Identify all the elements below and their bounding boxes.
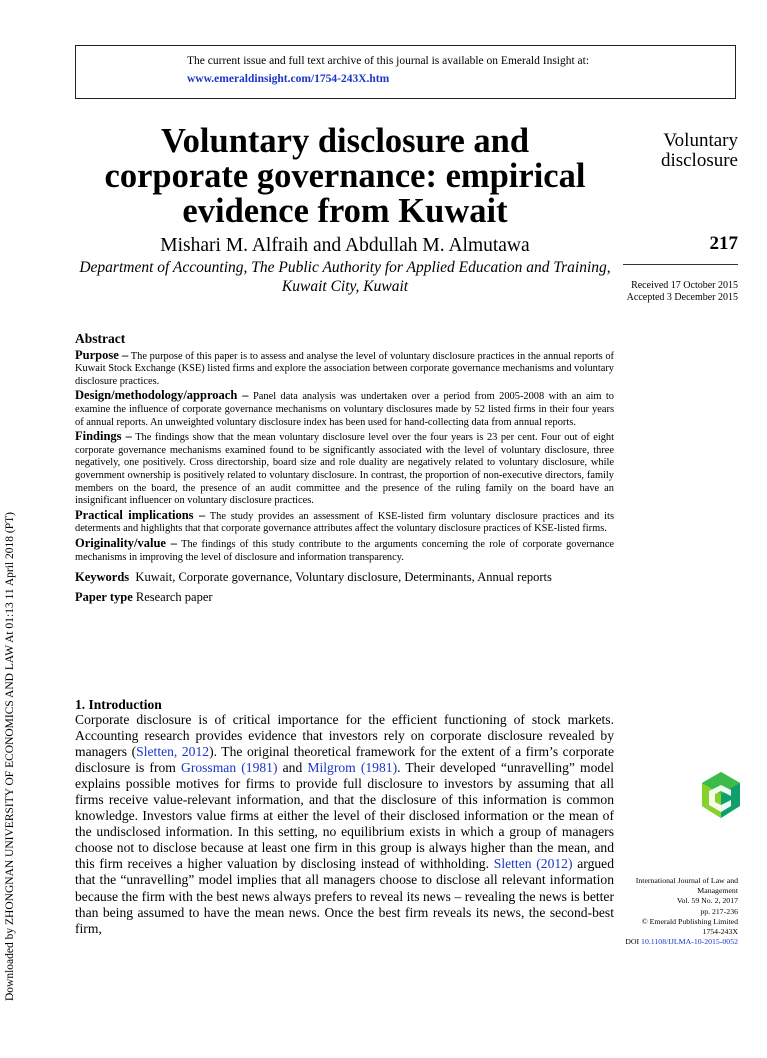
download-watermark: Downloaded by ZHONGNAN UNIVERSITY OF ECONOMICS AND LAW At 01:13 11 April 2018 (PT)	[4, 512, 16, 1001]
citation-link[interactable]: Sletten, 2012	[136, 744, 210, 760]
availability-notice-box	[75, 45, 736, 99]
running-head: Voluntary disclosure	[660, 130, 738, 171]
keywords: Keywords Kuwait, Corporate governance, Voluntary disclosure, Determinants, Annual reports	[75, 570, 552, 585]
citation-link[interactable]: Sletten (2012)	[493, 856, 573, 872]
article-title: Voluntary disclosure and corporate governance: empirical evidence from Kuwait	[104, 122, 586, 230]
abstract-purpose: Purpose – The purpose of this paper is to assess and analyse the level of voluntary disclosure practices in the annual reports of Kuwait Stock Exchange (KSE) listed firms and explore the association between corporate governance mechanisms and voluntary disclosure practices.	[75, 347, 614, 387]
page-number: 217	[709, 233, 738, 254]
received-date: Received 17 October 2015	[631, 280, 738, 291]
abstract-heading: Abstract	[75, 331, 126, 346]
section-heading-introduction: 1. Introduction	[75, 697, 162, 712]
abstract-originality: Originality/value – The findings of this study contribute to the arguments concerning the role of corporate governance mechanisms in improving the level of disclosure and information transparency.	[75, 535, 614, 563]
article-dates	[627, 280, 738, 304]
paper-type: Paper type Research paper	[75, 590, 213, 605]
journal-info: International Journal of Law and Management Vol. 59 No. 2, 2017 pp. 217-236 © Emerald Publishing Limited 1754-243X DOI 10.1108/IJLMA-10-2015-0052	[625, 876, 738, 947]
margin-divider	[623, 264, 738, 265]
abstract-findings: Findings – The findings show that the mean voluntary disclosure level over the four years is 23 per cent. Four out of eight corporate governance mechanisms examined found to be significantly associated with the level of voluntary disclosure, three negatively, one positively. Cross directorship, board size and role duality are negatively related to voluntary disclosure, while government ownership is positively related to voluntary disclosure. In contrast, the proportion of non-executive directors, family members on the board, the presence of an audit committee and the presence of the ruling family on the board have an insignificant influencer on voluntary disclosure practices.	[75, 429, 614, 507]
affiliation: Department of Accounting, The Public Authority for Applied Education and Training, Kuwait City, Kuwait	[79, 259, 611, 295]
availability-notice-text: The current issue and full text archive of this journal is available on Emerald Insight at:	[187, 55, 590, 67]
journal-url-link[interactable]: www.emeraldinsight.com/1754-243X.htm	[187, 73, 390, 85]
abstract	[75, 333, 614, 606]
accepted-date: Accepted 3 December 2015	[626, 292, 738, 303]
emerald-logo-icon	[702, 772, 740, 818]
abstract-practical: Practical implications – The study provides an assessment of KSE-listed firm voluntary disclosure practices and its determents and highlights that that corporate governance attributes affect the voluntary disclosure practices of KSE-listed firms.	[75, 507, 614, 535]
abstract-design: Design/methodology/approach – Panel data analysis was undertaken over a period from 2005-2008 with an aim to examine the influence of corporate governance mechanisms on voluntary disclosures made by 52 listed firms in their four years of annual reports. An unweighted voluntary disclosure index has been used for hand-collecting data from annual reports.	[75, 388, 614, 428]
citation-link[interactable]: Milgrom (1981)	[307, 760, 398, 776]
doi-link[interactable]: 10.1108/IJLMA-10-2015-0052	[641, 937, 738, 947]
authors: Mishari M. Alfraih and Abdullah M. Almutawa	[160, 235, 530, 256]
introduction-body: Corporate disclosure is of critical importance for the efficient functioning of stock markets. Accounting research provides evidence that investors rely on corporate disclosure revealed by managers (Sletten, 2012). The original theoretical framework for the extent of a firm’s corporate disclosure is from Grossman (1981) and Milgrom (1981). Their developed “unravelling” model explains possible motives for firms to provide full disclosure to investors by assuming that all firms receive value-relevant information, and that the disclosure of this information is common knowledge. Investors value firms at either the level of their disclosed information or the mean of the undisclosed information. In this setting, no equilibrium exists in which a group of managers choose not to disclose because at least one firm in this group is always higher than the mean, and this firm receives a higher valuation by disclosing instead of withholding. Sletten (2012) argued that the “unravelling” model implies that all managers choose to disclose all relevant information because the firm with the best news always prefers to reveal its news – revealing the news is better than being assumed to have the mean news. Once the best firm reveals its news, the second-best firm,	[75, 712, 615, 936]
citation-link[interactable]: Grossman (1981)	[181, 760, 278, 776]
